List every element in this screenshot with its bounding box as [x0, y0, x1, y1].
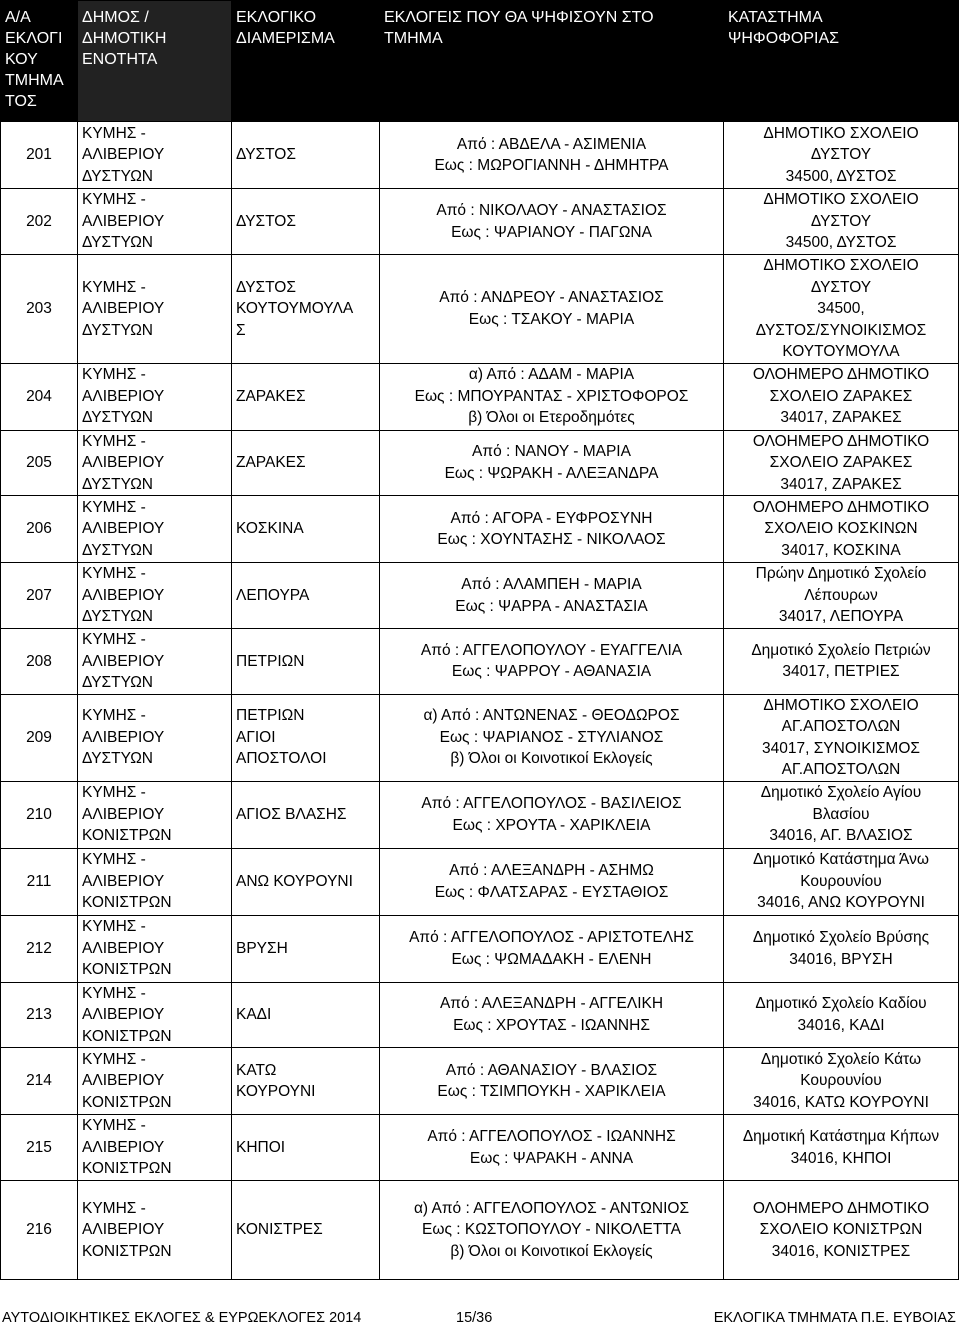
electoral-district: ΔΥΣΤΟΣ	[232, 189, 380, 255]
section-number: 212	[1, 915, 78, 982]
municipality: ΚΥΜΗΣ - ΑΛΙΒΕΡΙΟΥ ΚΟΝΙΣΤΡΩΝ	[78, 781, 232, 848]
voters-range: Από : ΑΓΓΕΛΟΠΟΥΛΟΣ - ΑΡΙΣΤΟΤΕΛΗΣ Εως : ΨΩΜΑΔΑΚΗ - ΕΛΕΝΗ	[380, 915, 724, 982]
table-header-row	[1, 1, 959, 122]
footer-title: ΑΥΤΟΔΙΟΙΚΗΤΙΚΕΣ ΕΚΛΟΓΕΣ & ΕΥΡΩΕΚΛΟΓΕΣ 2014	[2, 1310, 362, 1326]
section-number: 215	[1, 1115, 78, 1181]
voters-range: Από : ΑΝΔΡΕΟΥ - ΑΝΑΣΤΑΣΙΟΣ Εως : ΤΣΑΚΟΥ - ΜΑΡΙΑ	[380, 255, 724, 364]
section-number: 204	[1, 363, 78, 430]
voters-range: α) Από : ΑΔΑΜ - ΜΑΡΙΑ Εως : ΜΠΟΥΡΑΝΤΑΣ - ΧΡΙΣΤΟΦΟΡΟΣ β) Όλοι οι Ετεροδημότες	[380, 363, 724, 430]
polling-station: Πρώην Δημοτικό Σχολείο Λέπουρων 34017, ΛΕΠΟΥΡΑ	[724, 563, 959, 629]
table-body	[1, 122, 959, 1280]
electoral-district: ΠΕΤΡΙΩΝ	[232, 629, 380, 695]
header-polling-station: ΚΑΤΑΣΤΗΜΑ ΨΗΦΟΦΟΡΙΑΣ	[724, 1, 959, 122]
table-row	[1, 1048, 959, 1115]
section-number: 206	[1, 496, 78, 563]
electoral-district: ΖΑΡΑΚΕΣ	[232, 363, 380, 430]
polling-station: ΔΗΜΟΤΙΚΟ ΣΧΟΛΕΙΟ ΑΓ.ΑΠΟΣΤΟΛΩΝ 34017, ΣΥΝΟΙΚΙΣΜΟΣ ΑΓ.ΑΠΟΣΤΟΛΩΝ	[724, 694, 959, 781]
electoral-district: ΚΟΝΙΣΤΡΕΣ	[232, 1181, 380, 1280]
polling-station: Δημοτική Κατάστημα Κήπων 34016, ΚΗΠΟΙ	[724, 1115, 959, 1181]
municipality: ΚΥΜΗΣ - ΑΛΙΒΕΡΙΟΥ ΔΥΣΤΥΩΝ	[78, 629, 232, 695]
section-number: 208	[1, 629, 78, 695]
polling-station: ΟΛΟΗΜΕΡΟ ΔΗΜΟΤΙΚΟ ΣΧΟΛΕΙΟ ΚΟΝΙΣΤΡΩΝ 34016, ΚΟΝΙΣΤΡΕΣ	[724, 1181, 959, 1280]
electoral-district: ΔΥΣΤΟΣ	[232, 122, 380, 189]
section-number: 207	[1, 563, 78, 629]
table-row	[1, 848, 959, 915]
table-row	[1, 1115, 959, 1181]
table-row	[1, 694, 959, 781]
electoral-district: ΚΑΤΩ ΚΟΥΡΟΥΝΙ	[232, 1048, 380, 1115]
voters-range: Από : ΑΓΟΡΑ - ΕΥΦΡΟΣΥΝΗ Εως : ΧΟΥΝΤΑΣΗΣ - ΝΙΚΟΛΑΟΣ	[380, 496, 724, 563]
electoral-district: ΠΕΤΡΙΩΝ ΑΓΙΟΙ ΑΠΟΣΤΟΛΟΙ	[232, 694, 380, 781]
polling-station: ΔΗΜΟΤΙΚΟ ΣΧΟΛΕΙΟ ΔΥΣΤΟΥ 34500, ΔΥΣΤΟΣ	[724, 122, 959, 189]
table-row	[1, 1181, 959, 1280]
table-row	[1, 781, 959, 848]
municipality: ΚΥΜΗΣ - ΑΛΙΒΕΡΙΟΥ ΚΟΝΙΣΤΡΩΝ	[78, 982, 232, 1048]
municipality: ΚΥΜΗΣ - ΑΛΙΒΕΡΙΟΥ ΚΟΝΙΣΤΡΩΝ	[78, 848, 232, 915]
voters-range: Από : ΑΓΓΕΛΟΠΟΥΛΟΥ - ΕΥΑΓΓΕΛΙΑ Εως : ΨΑΡΡΟΥ - ΑΘΑΝΑΣΙΑ	[380, 629, 724, 695]
table-row	[1, 189, 959, 255]
electoral-district: ΚΟΣΚΙΝΑ	[232, 496, 380, 563]
voters-range: Από : ΝΑΝΟΥ - ΜΑΡΙΑ Εως : ΨΩΡΑΚΗ - ΑΛΕΞΑΝΔΡΑ	[380, 430, 724, 496]
table-row	[1, 982, 959, 1048]
table-row	[1, 430, 959, 496]
electoral-district: ΑΝΩ ΚΟΥΡΟΥΝΙ	[232, 848, 380, 915]
section-number: 213	[1, 982, 78, 1048]
voters-range: Από : ΑΒΔΕΛΑ - ΑΣΙΜΕΝΙΑ Εως : ΜΩΡΟΓΙΑΝΝΗ - ΔΗΜΗΤΡΑ	[380, 122, 724, 189]
header-section-number: Α/Α ΕΚΛΟΓΙ ΚΟΥ ΤΜΗΜΑ ΤΟΣ	[1, 1, 78, 122]
electoral-district: ΚΑΔΙ	[232, 982, 380, 1048]
polling-station: Δημοτικό Σχολείο Πετριών 34017, ΠΕΤΡΙΕΣ	[724, 629, 959, 695]
municipality: ΚΥΜΗΣ - ΑΛΙΒΕΡΙΟΥ ΔΥΣΤΥΩΝ	[78, 563, 232, 629]
section-number: 211	[1, 848, 78, 915]
section-number: 216	[1, 1181, 78, 1280]
municipality: ΚΥΜΗΣ - ΑΛΙΒΕΡΙΟΥ ΔΥΣΤΥΩΝ	[78, 496, 232, 563]
voters-range: Από : ΑΛΕΞΑΝΔΡΗ - ΑΓΓΕΛΙΚΗ Εως : ΧΡΟΥΤΑΣ - ΙΩΑΝΝΗΣ	[380, 982, 724, 1048]
section-number: 210	[1, 781, 78, 848]
polling-station: Δημοτικό Σχολείο Βρύσης 34016, ΒΡΥΣΗ	[724, 915, 959, 982]
voters-range: α) Από : ΑΓΓΕΛΟΠΟΥΛΟΣ - ΑΝΤΩΝΙΟΣ Εως : ΚΩΣΤΟΠΟΥΛΟΥ - ΝΙΚΟΛΕΤΤΑ β) Όλοι οι Κοινοτικοί Εκλογείς	[380, 1181, 724, 1280]
header-municipality: ΔΗΜΟΣ / ΔΗΜΟΤΙΚΗ ΕΝΟΤΗΤΑ	[78, 1, 232, 122]
municipality: ΚΥΜΗΣ - ΑΛΙΒΕΡΙΟΥ ΚΟΝΙΣΤΡΩΝ	[78, 1048, 232, 1115]
electoral-district: ΛΕΠΟΥΡΑ	[232, 563, 380, 629]
voters-range: Από : ΝΙΚΟΛΑΟΥ - ΑΝΑΣΤΑΣΙΟΣ Εως : ΨΑΡΙΑΝΟΥ - ΠΑΓΩΝΑ	[380, 189, 724, 255]
electoral-district: ΒΡΥΣΗ	[232, 915, 380, 982]
voters-range: Από : ΑΓΓΕΛΟΠΟΥΛΟΣ - ΒΑΣΙΛΕΙΟΣ Εως : ΧΡΟΥΤΑ - ΧΑΡΙΚΛΕΙΑ	[380, 781, 724, 848]
municipality: ΚΥΜΗΣ - ΑΛΙΒΕΡΙΟΥ ΚΟΝΙΣΤΡΩΝ	[78, 1181, 232, 1280]
section-number: 209	[1, 694, 78, 781]
section-number: 205	[1, 430, 78, 496]
municipality: ΚΥΜΗΣ - ΑΛΙΒΕΡΙΟΥ ΔΥΣΤΥΩΝ	[78, 122, 232, 189]
electoral-district: ΖΑΡΑΚΕΣ	[232, 430, 380, 496]
table-row	[1, 563, 959, 629]
voters-range: Από : ΑΛΕΞΑΝΔΡΗ - ΑΣΗΜΩ Εως : ΦΛΑΤΣΑΡΑΣ - ΕΥΣΤΑΘΙΟΣ	[380, 848, 724, 915]
municipality: ΚΥΜΗΣ - ΑΛΙΒΕΡΙΟΥ ΚΟΝΙΣΤΡΩΝ	[78, 915, 232, 982]
voters-range: α) Από : ΑΝΤΩΝΕΝΑΣ - ΘΕΟΔΩΡΟΣ Εως : ΨΑΡΙΑΝΟΣ - ΣΤΥΛΙΑΝΟΣ β) Όλοι οι Κοινοτικοί Εκλογείς	[380, 694, 724, 781]
voters-range: Από : ΑΘΑΝΑΣΙΟΥ - ΒΛΑΣΙΟΣ Εως : ΤΣΙΜΠΟΥΚΗ - ΧΑΡΙΚΛΕΙΑ	[380, 1048, 724, 1115]
polling-station: Δημοτικό Σχολείο Καδίου 34016, ΚΑΔΙ	[724, 982, 959, 1048]
voters-range: Από : ΑΓΓΕΛΟΠΟΥΛΟΣ - ΙΩΑΝΝΗΣ Εως : ΨΑΡΑΚΗ - ΑΝΝΑ	[380, 1115, 724, 1181]
municipality: ΚΥΜΗΣ - ΑΛΙΒΕΡΙΟΥ ΔΥΣΤΥΩΝ	[78, 189, 232, 255]
electoral-district: ΑΓΙΟΣ ΒΛΑΣΗΣ	[232, 781, 380, 848]
municipality: ΚΥΜΗΣ - ΑΛΙΒΕΡΙΟΥ ΔΥΣΤΥΩΝ	[78, 363, 232, 430]
polling-station: ΔΗΜΟΤΙΚΟ ΣΧΟΛΕΙΟ ΔΥΣΤΟΥ 34500, ΔΥΣΤΟΣ	[724, 189, 959, 255]
municipality: ΚΥΜΗΣ - ΑΛΙΒΕΡΙΟΥ ΔΥΣΤΥΩΝ	[78, 255, 232, 364]
page-footer	[0, 1310, 960, 1330]
footer-region: ΕΚΛΟΓΙΚΑ ΤΜΗΜΑΤΑ Π.Ε. ΕΥΒΟΙΑΣ	[713, 1310, 956, 1326]
table-row	[1, 629, 959, 695]
electoral-district: ΔΥΣΤΟΣ ΚΟΥΤΟΥΜΟΥΛΑ Σ	[232, 255, 380, 364]
polling-station: Δημοτικό Κατάστημα Άνω Κουρουνίου 34016, ΑΝΩ ΚΟΥΡΟΥΝΙ	[724, 848, 959, 915]
polling-station: ΟΛΟΗΜΕΡΟ ΔΗΜΟΤΙΚΟ ΣΧΟΛΕΙΟ ΖΑΡΑΚΕΣ 34017, ΖΑΡΑΚΕΣ	[724, 363, 959, 430]
header-electoral-district: ΕΚΛΟΓΙΚΟ ΔΙΑΜΕΡΙΣΜΑ	[232, 1, 380, 122]
header-voters: ΕΚΛΟΓΕΙΣ ΠΟΥ ΘΑ ΨΗΦΙΣΟΥΝ ΣΤΟ ΤΜΗΜΑ	[380, 1, 724, 122]
table-row	[1, 122, 959, 189]
table-row	[1, 915, 959, 982]
municipality: ΚΥΜΗΣ - ΑΛΙΒΕΡΙΟΥ ΔΥΣΤΥΩΝ	[78, 694, 232, 781]
section-number: 203	[1, 255, 78, 364]
section-number: 202	[1, 189, 78, 255]
voters-range: Από : ΑΛΑΜΠΕΗ - ΜΑΡΙΑ Εως : ΨΑΡΡΑ - ΑΝΑΣΤΑΣΙΑ	[380, 563, 724, 629]
page-number: 15/36	[456, 1310, 493, 1326]
table-row	[1, 255, 959, 364]
electoral-district: ΚΗΠΟΙ	[232, 1115, 380, 1181]
section-number: 214	[1, 1048, 78, 1115]
polling-station: Δημοτικό Σχολείο Αγίου Βλασίου 34016, ΑΓ. ΒΛΑΣΙΟΣ	[724, 781, 959, 848]
municipality: ΚΥΜΗΣ - ΑΛΙΒΕΡΙΟΥ ΔΥΣΤΥΩΝ	[78, 430, 232, 496]
section-number: 201	[1, 122, 78, 189]
table-row	[1, 496, 959, 563]
table-row	[1, 363, 959, 430]
municipality: ΚΥΜΗΣ - ΑΛΙΒΕΡΙΟΥ ΚΟΝΙΣΤΡΩΝ	[78, 1115, 232, 1181]
polling-station: ΟΛΟΗΜΕΡΟ ΔΗΜΟΤΙΚΟ ΣΧΟΛΕΙΟ ΖΑΡΑΚΕΣ 34017, ΖΑΡΑΚΕΣ	[724, 430, 959, 496]
polling-station: ΔΗΜΟΤΙΚΟ ΣΧΟΛΕΙΟ ΔΥΣΤΟΥ 34500, ΔΥΣΤΟΣ/ΣΥΝΟΙΚΙΣΜΟΣ ΚΟΥΤΟΥΜΟΥΛΑ	[724, 255, 959, 364]
polling-station: Δημοτικό Σχολείο Κάτω Κουρουνίου 34016, ΚΑΤΩ ΚΟΥΡΟΥΝΙ	[724, 1048, 959, 1115]
polling-station: ΟΛΟΗΜΕΡΟ ΔΗΜΟΤΙΚΟ ΣΧΟΛΕΙΟ ΚΟΣΚΙΝΩΝ 34017, ΚΟΣΚΙΝΑ	[724, 496, 959, 563]
